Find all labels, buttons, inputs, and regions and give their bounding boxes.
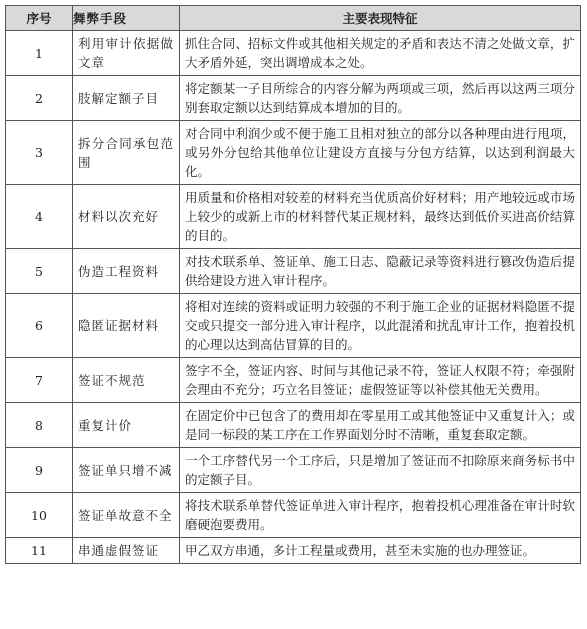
row-method: 签证单故意不全 [73, 493, 180, 538]
table-row [6, 294, 581, 358]
row-method: 利用审计依据做文章 [73, 31, 180, 76]
header-serial-number: 序号 [6, 6, 73, 31]
row-method: 签证单只增不减 [73, 448, 180, 493]
row-number: 11 [6, 538, 73, 564]
table-row [6, 448, 581, 493]
row-number: 1 [6, 31, 73, 76]
table-row [6, 493, 581, 538]
row-method: 隐匿证据材料 [73, 294, 180, 358]
row-number: 5 [6, 249, 73, 294]
row-method: 重复计价 [73, 403, 180, 448]
row-description: 用质量和价格相对较差的材料充当优质高价好材料；用产地较远或市场上较少的或新上市的材料替代某正规材料，最终达到低价买进高价结算的目的。 [180, 185, 581, 249]
table-row [6, 249, 581, 294]
table-row [6, 538, 581, 564]
row-number: 3 [6, 121, 73, 185]
row-description: 将相对连续的资料或证明力较强的不利于施工企业的证据材料隐匿不提交或只提交一部分进入审计程序，以此混淆和扰乱审计工作，抱着投机的心理以达到高估冒算的目的。 [180, 294, 581, 358]
row-method: 签证不规范 [73, 358, 180, 403]
row-method: 串通虚假签证 [73, 538, 180, 564]
header-main-characteristics: 主要表现特征 [180, 6, 581, 31]
row-number: 7 [6, 358, 73, 403]
row-number: 6 [6, 294, 73, 358]
header-fraud-method: 舞弊手段 [73, 6, 180, 31]
row-method: 材料以次充好 [73, 185, 180, 249]
row-number: 4 [6, 185, 73, 249]
row-description: 将定额某一子目所综合的内容分解为两项或三项，然后再以这两三项分别套取定额以达到结算成本增加的目的。 [180, 76, 581, 121]
row-number: 8 [6, 403, 73, 448]
fraud-methods-table [5, 5, 581, 564]
row-number: 10 [6, 493, 73, 538]
table-header-row [6, 6, 581, 31]
row-description: 签字不全，签证内容、时间与其他记录不符，签证人权限不符；牵强附会理由不充分；巧立名目签证；虚假签证等以补偿其他无关费用。 [180, 358, 581, 403]
table-row [6, 403, 581, 448]
row-description: 对技术联系单、签证单、施工日志、隐蔽记录等资料进行篡改伪造后提供给建设方进入审计程序。 [180, 249, 581, 294]
table-row [6, 185, 581, 249]
row-description: 一个工序替代另一个工序后，只是增加了签证而不扣除原来商务标书中的定额子目。 [180, 448, 581, 493]
row-method: 肢解定额子目 [73, 76, 180, 121]
row-description: 抓住合同、招标文件或其他相关规定的矛盾和表达不清之处做文章，扩大矛盾外延，突出调增成本之处。 [180, 31, 581, 76]
row-number: 2 [6, 76, 73, 121]
row-method: 拆分合同承包范围 [73, 121, 180, 185]
row-method: 伪造工程资料 [73, 249, 180, 294]
row-description: 将技术联系单替代签证单进入审计程序，抱着投机心理准备在审计时软磨硬泡要费用。 [180, 493, 581, 538]
table-row [6, 31, 581, 76]
row-number: 9 [6, 448, 73, 493]
table-row [6, 358, 581, 403]
table-row [6, 121, 581, 185]
table-row [6, 76, 581, 121]
row-description: 甲乙双方串通，多计工程量或费用，甚至未实施的也办理签证。 [180, 538, 581, 564]
row-description: 对合同中利润少或不便于施工且相对独立的部分以各种理由进行甩项，或另外分包给其他单位让建设方直接与分包方结算，以达到利润最大化。 [180, 121, 581, 185]
row-description: 在固定价中已包含了的费用却在零星用工或其他签证中又重复计入；或是同一标段的某工序在工作界面划分时不清晰，重复套取定额。 [180, 403, 581, 448]
